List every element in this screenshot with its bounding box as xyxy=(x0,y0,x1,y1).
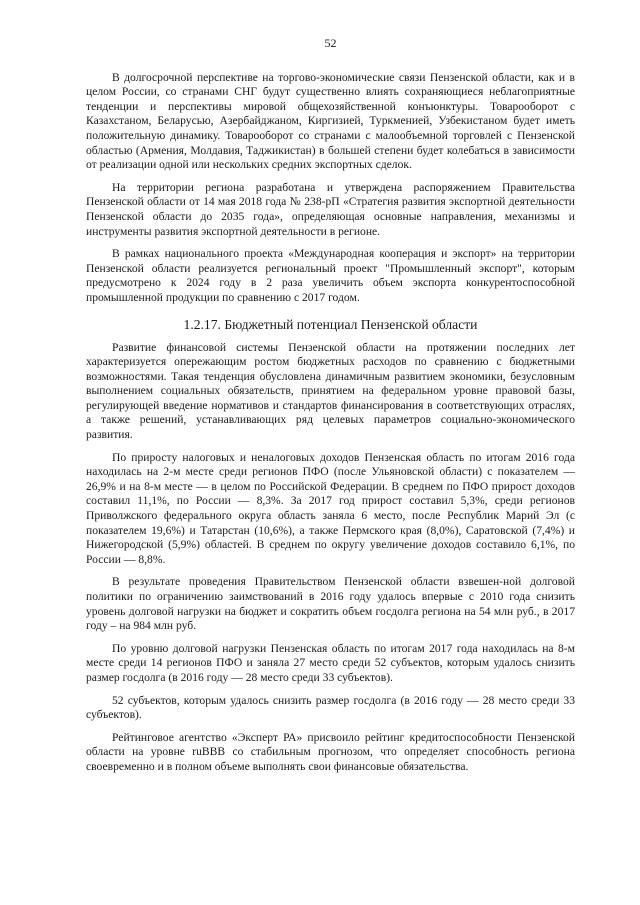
page-number: 52 xyxy=(324,36,337,50)
paragraph-debt-ranking-repeat: 52 субъектов, которым удалось снизить размер госдолга (в 2016 году — 28 место среди 33 субъектов). xyxy=(86,693,575,722)
paragraph-credit-rating: Рейтинговое агентство «Эксперт РА» присвоило рейтинг кредитоспособности Пензенской области на уровне ruBBB со стабильным прогнозом, что определяет способность региона своевременно и в полном объеме выполнять свои финансовые обязательства. xyxy=(86,730,575,773)
paragraph-debt-policy: В результате проведения Правительством Пензенской области взвешен-ной долговой политики по ограничению заимствований в 2016 году удалось впервые с 2010 года снизить уровень долговой нагрузки на бюджет и сократить объем госдолга региона на 54 млн руб., в 2017 году – на 984 млн руб. xyxy=(86,575,575,633)
paragraph-cis-trade: В долгосрочной перспективе на торгово-экономические связи Пензенской области, как и в целом России, со странами СНГ будут существенно влиять сохраняющиеся неблагоприятные тенденции и перспективы мировой общехозяйственной конъюнктуры. Товарооборот с Казахстаном, Беларусью, Азербайджаном, Киргизией, Туркменией, Узбекистаном будет иметь положительную динамику. Товарооборот со странами с малообъемной торговлей с Пензенской областью (Армения, Молдавия, Таджикистан) в большей степени будет колебаться в зависимости от реализации одной или нескольких средних экспортных сделок. xyxy=(86,70,575,172)
paragraph-debt-ranking: По уровню долговой нагрузки Пензенская область по итогам 2017 года находилась на 8-м месте среди 14 регионов ПФО и заняла 27 место среди 52 субъектов, которым удалось снизить размер госдолга (в 2016 году — 28 место среди 33 субъектов). xyxy=(86,641,575,684)
paragraph-export-strategy: На территории региона разработана и утверждена распоряжением Правительства Пензенской области от 14 мая 2018 года № 238-рП «Стратегия развития экспортной деятельности Пензенской области до 2035 года», определяющая основные направления, механизмы и инструменты развития экспортной деятельности в регионе. xyxy=(86,180,575,238)
paragraph-export-project: В рамках национального проекта «Международная кооперация и экспорт» на территории Пензенской области реализуется региональный проект "Промышленный экспорт", которым предусмотрено к 2024 году в 2 раза увеличить объем экспорта конкурентоспособной промышленной продукции по сравнению с 2017 годом. xyxy=(86,247,575,304)
paragraph-financial-system: Развитие финансовой системы Пензенской области на протяжении последних лет характеризуется опережающим ростом бюджетных расходов по сравнению с бюджетными возможностями. Такая тенденция обусловлена динамичным развитием экономики, безусловным выполнением социальных обязательств, принятием на федеральном уровне правовой базы, регулирующей введение нормативов и стандартов финансирования в соответствующих отраслях, а также решений, устанавливающих ряд целевых параметров социально-экономического развития. xyxy=(86,340,575,442)
section-heading: 1.2.17. Бюджетный потенциал Пензенской области xyxy=(183,316,478,332)
paragraph-revenue-growth: По приросту налоговых и неналоговых доходов Пензенская область по итогам 2016 года находилась на 2-м месте среди регионов ПФО (после Ульяновской области) с показателем — 26,9% и на 8-м месте — в целом по Российской Федерации. В среднем по ПФО прирост доходов составил 11,1%, по России — 8,3%. За 2017 год прирост составил 5,3%, среди регионов Приволжского федерального округа область заняла 6 место, после Республик Марий Эл (с показателем 19,6%) и Татарстан (10,6%), а также Пермского края (8,0%), Саратовской (7,4%) и Нижегородской (5,9%) областей. В среднем по округу увеличение доходов составило 6,1%, по России — 8,8%. xyxy=(86,450,575,566)
